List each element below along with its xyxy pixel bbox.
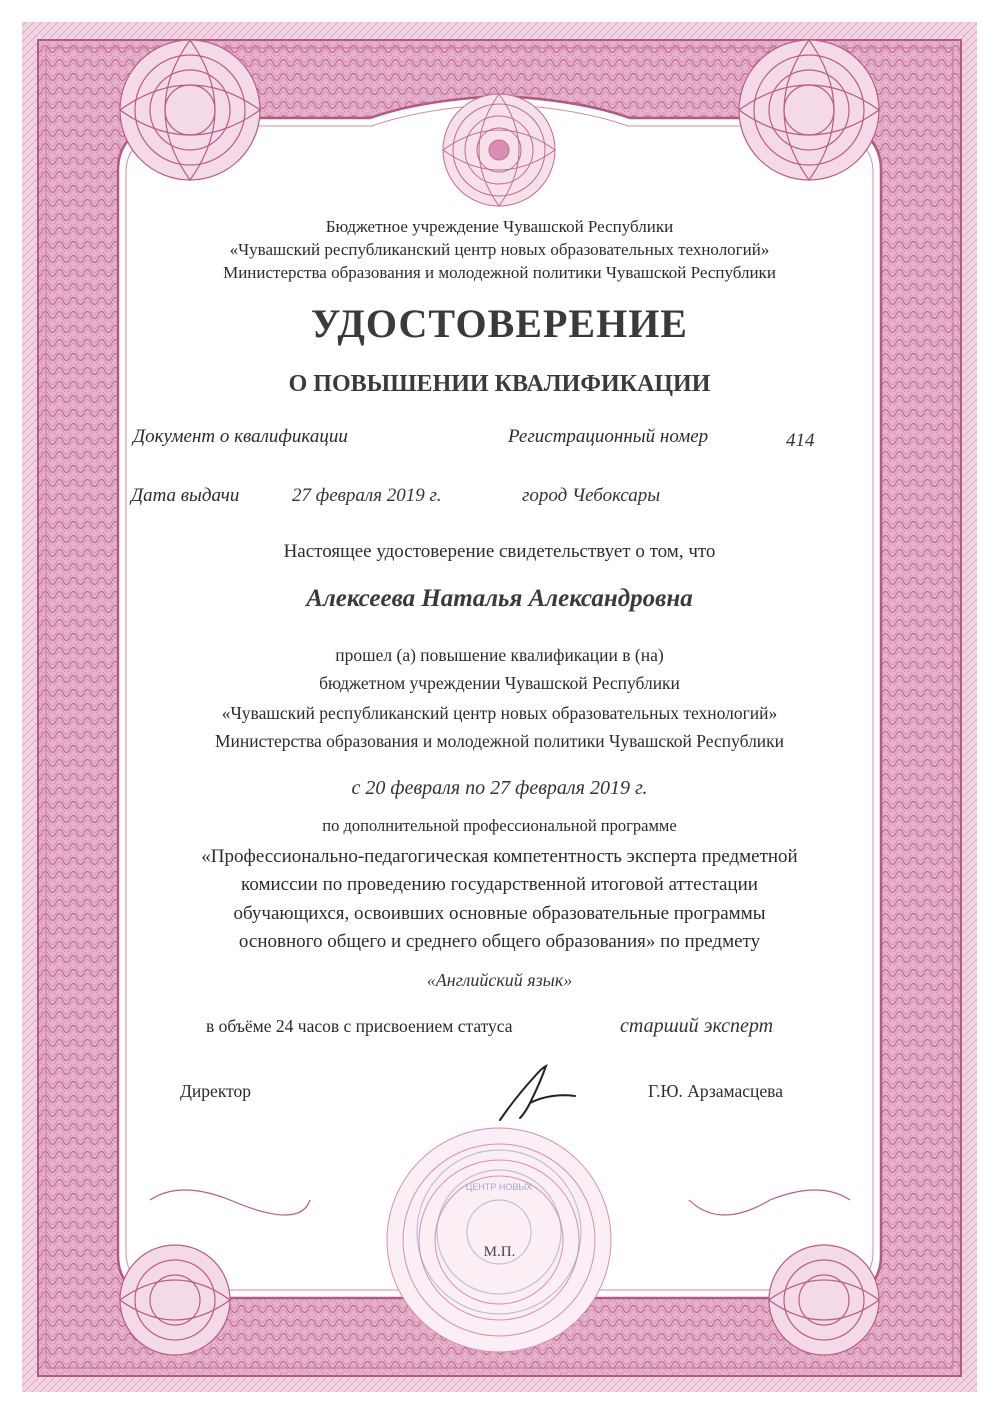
- program-subject: «Английский язык»: [426, 970, 573, 990]
- stamp-label: М.П.: [483, 1244, 516, 1260]
- program-line-1: «Профессионально-педагогическая компетентность эксперта предметной: [201, 846, 798, 867]
- reg-number: 414: [786, 430, 815, 451]
- date-value: 27 февраля 2019 г.: [292, 485, 442, 506]
- bottom-rosette: [387, 1128, 611, 1352]
- volume-text: в объёме 24 часов с присвоением статуса: [206, 1016, 513, 1036]
- institution-line-4: Министерства образования и молодежной политики Чувашской Республики: [214, 731, 785, 751]
- header-line-2: «Чувашский республиканский центр новых образовательных технологий»: [229, 240, 770, 259]
- institution-line-1: прошел (а) повышение квалификации в (на): [335, 645, 664, 665]
- date-label: Дата выдачи: [131, 485, 240, 506]
- city: город Чебоксары: [522, 485, 661, 506]
- recipient-name: Алексеева Наталья Александровна: [306, 585, 693, 612]
- signatory-name: Г.Ю. Арзамасцева: [648, 1081, 783, 1101]
- certifies-text: Настоящее удостоверение свидетельствует о том, что: [283, 541, 716, 562]
- program-line-4: основного общего и среднего общего образования» по предмету: [238, 931, 761, 952]
- header-line-3: Министерства образования и молодежной политики Чувашской Республики: [223, 263, 776, 282]
- training-period: с 20 февраля по 27 февраля 2019 г.: [351, 777, 648, 799]
- handwritten-signature: [490, 1058, 580, 1128]
- header-line-1: Бюджетное учреждение Чувашской Республики: [325, 217, 674, 236]
- corner-ornament-top-left: [120, 40, 260, 180]
- status-value: старший эксперт: [620, 1015, 774, 1037]
- document-subtitle: О ПОВЫШЕНИИ КВАЛИФИКАЦИИ: [288, 371, 711, 397]
- reg-label: Регистрационный номер: [508, 426, 709, 447]
- program-line-3: обучающихся, освоивших основные образовательные программы: [233, 903, 766, 924]
- program-intro: по дополнительной профессиональной программе: [322, 816, 677, 835]
- top-rosette: [443, 94, 555, 206]
- program-line-2: комиссии по проведению государственной итоговой аттестации: [241, 874, 758, 895]
- institution-line-2: бюджетном учреждении Чувашской Республики: [319, 673, 680, 693]
- document-title: УДОСТОВЕРЕНИЕ: [311, 301, 688, 346]
- doc-label: Документ о квалификации: [133, 426, 348, 447]
- seal-text: ЦЕНТР НОВЫХ: [465, 1182, 533, 1192]
- signature-role: Директор: [180, 1081, 252, 1101]
- corner-ornament-top-right: [739, 40, 879, 180]
- institution-line-3: «Чувашский республиканский центр новых образовательных технологий»: [221, 703, 778, 723]
